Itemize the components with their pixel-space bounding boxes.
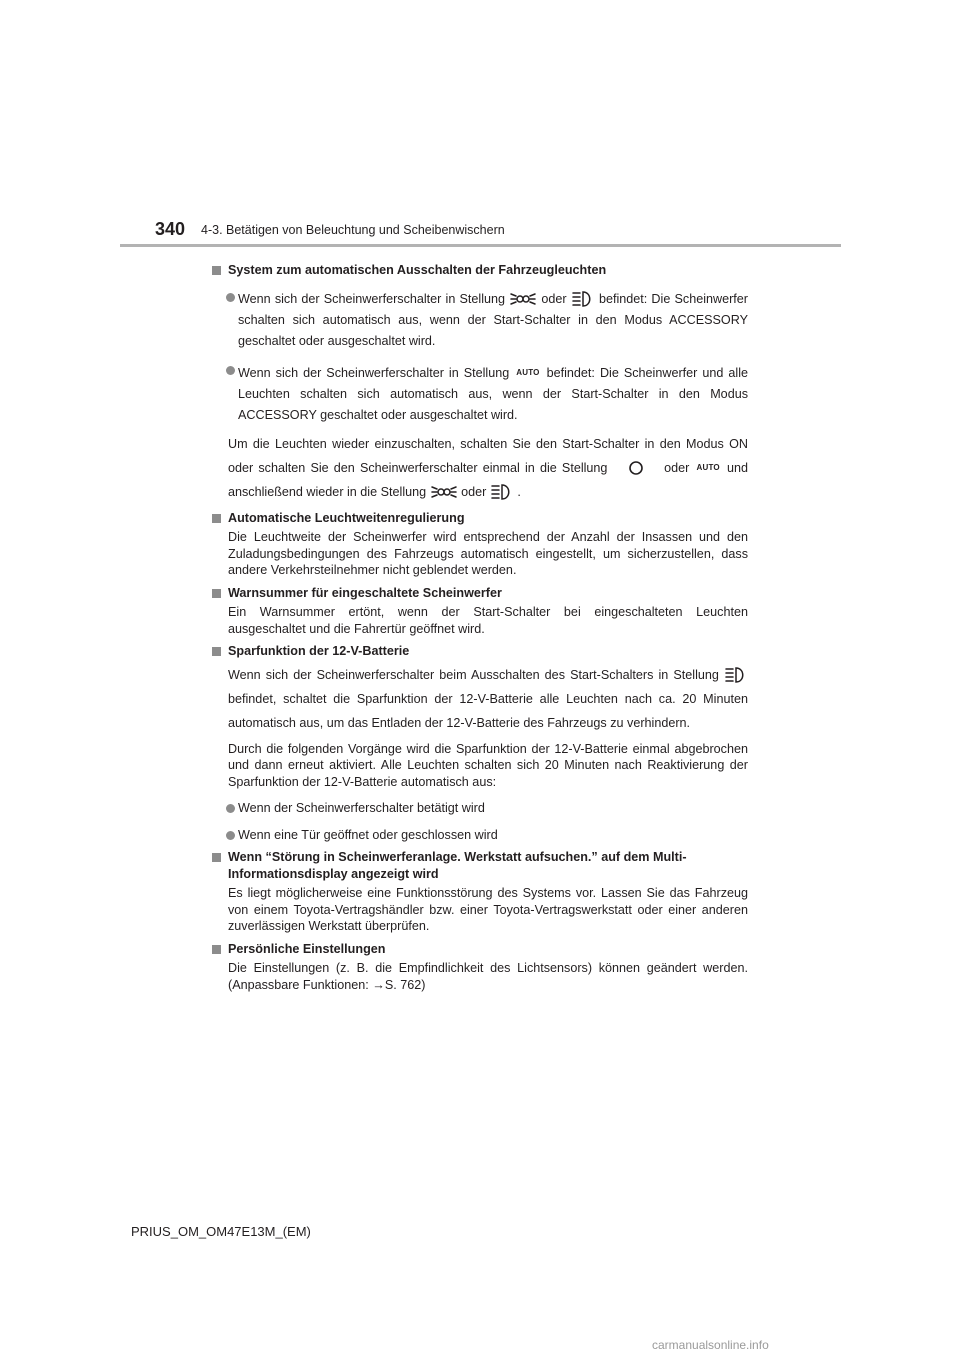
paragraph-text: . (517, 484, 521, 499)
bullet-item: Wenn eine Tür geöffnet oder geschlossen wird (210, 827, 748, 844)
header-divider (120, 244, 841, 247)
document-code: PRIUS_OM_OM47E13M_(EM) (131, 1224, 311, 1239)
bullet-text: oder (541, 291, 567, 306)
heading-auto-off: System zum automatischen Ausschalten der Fahrzeugleuchten (210, 262, 748, 279)
page-reference[interactable]: S. 762) (384, 977, 426, 992)
headlight-icon (490, 482, 514, 502)
paragraph-text: und anschließend wieder in die Stellung (228, 460, 749, 499)
heading-buzzer: Warnsummer für eingeschaltete Scheinwerfer (210, 585, 748, 602)
bullet-text: Wenn sich der Scheinwerferschalter in Stellung (238, 291, 506, 306)
bullet-text: Wenn sich der Scheinwerferschalter in Stellung (238, 365, 510, 380)
headlight-icon (571, 289, 595, 309)
bullet-item: Wenn der Scheinwerferschalter betätigt wird (210, 800, 748, 817)
paragraph-text: Um die Leuchten wieder einzuschalten, schalten Sie den Start-Schalter in den Modus ON oder schalten Sie den Scheinwerferschalter einmal in die Stellung (228, 436, 748, 475)
page-number: 340 (155, 219, 186, 239)
auto-icon: AUTO (516, 367, 540, 377)
paragraph-text: Die Einstellungen (z. B. die Empfindlichkeit des Lichtsensors) können geändert werden. (Anpassbare Funktionen: (228, 961, 748, 992)
heading-malfunction: Wenn “Störung in Scheinwerferanlage. Werkstatt aufsuchen.” auf dem Multi-Informationsdisplay angezeigt wird (210, 849, 748, 882)
paragraph: Ein Warnsummer ertönt, wenn der Start-Schalter bei eingeschalteten Leuchten ausgeschaltet und die Fahrertür geöffnet wird. (228, 605, 748, 636)
bullet-item (210, 289, 748, 352)
paragraph (210, 663, 748, 735)
off-position-icon (628, 460, 644, 476)
paragraph-text: Wenn sich der Scheinwerferschalter beim Ausschalten des Start-Schalters in Stellung (228, 667, 719, 682)
paragraph-text: oder (664, 460, 690, 475)
paragraph: Die Leuchtweite der Scheinwerfer wird entsprechend der Anzahl der Insassen und den Zuladungsbedingungen des Fahrzeugs automatisch eingestellt, um sicherzustellen, dass andere Verkehrsteilnehmer nicht geblendet werden. (228, 530, 748, 577)
bullet-text: befindet: Die Scheinwerfer und alle Leuchten schalten sich automatisch aus, wenn der Start-Schalter in den Modus ACCESSORY geschaltet oder ausgeschaltet wird. (238, 365, 748, 422)
paragraph: Es liegt möglicherweise eine Funktionsstörung des Systems vor. Lassen Sie das Fahrzeug von einem Toyota-Vertragshändler bzw. einer Toyota-Vertragswerkstatt oder einer anderen zuverlässigen Werkstatt überprüfen. (228, 886, 748, 933)
headlight-icon (724, 665, 748, 685)
paragraph-text: befindet, schaltet die Sparfunktion der 12-V-Batterie alle Leuchten nach ca. 20 Minuten automatisch aus, um das Entladen der 12-V-Batterie des Fahrzeugs zu verhindern. (228, 691, 748, 730)
tail-light-icon (430, 482, 458, 502)
heading-battery: Sparfunktion der 12-V-Batterie (210, 643, 748, 660)
watermark: carmanualsonline.info (652, 1338, 769, 1352)
reference-arrow: → (372, 977, 385, 992)
heading-leveling: Automatische Leuchtweitenregulierung (210, 510, 748, 527)
paragraph-text: oder (461, 484, 487, 499)
paragraph (210, 960, 748, 993)
tail-light-icon (509, 289, 537, 309)
bullet-text: befindet: Die Scheinwerfer schalten sich automatisch aus, wenn der Start-Schalter in den Modus ACCESSORY geschaltet oder ausgeschaltet wird. (238, 291, 748, 348)
bullet-item (210, 362, 748, 426)
page-content (210, 256, 748, 993)
auto-icon: AUTO (696, 462, 720, 472)
section-title: 4-3. Betätigen von Beleuchtung und Scheibenwischern (201, 223, 505, 237)
paragraph: Durch die folgenden Vorgänge wird die Sparfunktion der 12-V-Batterie einmal abgebrochen und dann erneut aktiviert. Alle Leuchten schalten sich 20 Minuten nach Reaktivierung der Sparfunktion der 12-V-Batterie automatisch aus: (228, 741, 748, 789)
heading-personal: Persönliche Einstellungen (210, 941, 748, 958)
paragraph (210, 432, 748, 504)
